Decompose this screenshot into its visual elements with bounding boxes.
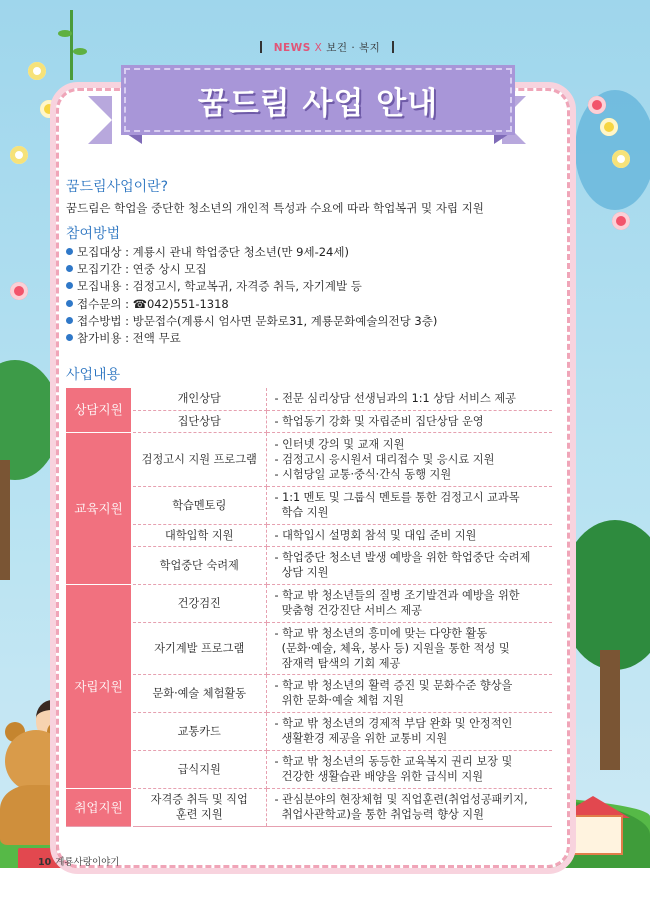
program-description-cell: [266, 546, 552, 584]
category-cell: 상담지원: [66, 388, 132, 432]
list-item-text: 참가비용 : 전액 무료: [77, 330, 181, 345]
bullet-icon: [66, 334, 73, 341]
description-line: - 검정고시 응시원서 대리접수 및 응시료 지원: [274, 452, 495, 466]
flower-icon: [588, 96, 606, 114]
bottom-margin: [0, 868, 650, 920]
description-line: - 전문 심리상담 선생님과의 1:1 상담 서비스 제공: [274, 392, 516, 406]
program-name: 급식지원: [177, 762, 221, 776]
program-name-cell: [132, 524, 266, 546]
page-title: 꿈드림 사업 안내: [197, 85, 439, 122]
table-row: [66, 622, 552, 674]
program-description-cell: [266, 486, 552, 524]
separator: X: [314, 42, 323, 54]
flower-icon: [10, 146, 28, 164]
bullet-icon: [66, 282, 73, 289]
program-name: 학업중단 숙려제: [159, 558, 239, 572]
flower-stem: [70, 10, 73, 80]
table-row: [66, 584, 552, 622]
divider: [260, 41, 262, 53]
tree-illustration: [575, 90, 650, 210]
flower-icon: [28, 62, 46, 80]
intro-text: 꿈드림은 학업을 중단한 청소년의 개인적 특성과 수요에 따라 학업복귀 및 자립 지원: [66, 201, 484, 215]
program-name: 건강검진: [177, 596, 221, 610]
ribbon-fold: [494, 132, 512, 144]
participation-heading: 참여방법: [66, 226, 121, 242]
program-name-cell: [132, 674, 266, 712]
table-row: [66, 388, 552, 410]
description-line: - 관심분야의 현장체험 및 직업훈련(취업성공패키지,: [274, 793, 528, 806]
description-line: 건강한 생활습관 배양을 위한 급식비 지원: [274, 770, 484, 783]
program-name: 자격증 취득 및 직업: [150, 793, 248, 806]
description-line: 학습 지원: [274, 506, 329, 519]
section-header: [232, 40, 422, 56]
program-name: 집단상담: [177, 414, 221, 428]
description-line: - 학교 밖 청소년의 동등한 교육복지 권리 보장 및: [274, 755, 513, 768]
flower-icon: [600, 118, 618, 136]
news-label: NEWS: [273, 42, 311, 54]
category-cell: 자립지원: [66, 584, 132, 788]
program-name-cell: [132, 788, 266, 826]
page-footer: [38, 854, 119, 868]
list-item: [66, 278, 546, 295]
bullet-icon: [66, 248, 73, 255]
list-item: [66, 313, 546, 330]
description-line: 맞춤형 건강진단 서비스 제공: [274, 604, 422, 617]
participation-list: [66, 244, 546, 347]
program-name-cell: [132, 750, 266, 788]
bullet-icon: [66, 265, 73, 272]
table-row: [66, 750, 552, 788]
flower-icon: [612, 150, 630, 168]
description-line: - 1:1 멘토 및 그룹식 멘토를 통한 검정고시 교과목: [274, 491, 520, 504]
tree-trunk: [600, 650, 620, 770]
list-item-text: 접수방법 : 방문접수(계룡시 엄사면 문화로31, 계룡문화예술의전당 3층): [77, 313, 438, 328]
program-name: 자기계발 프로그램: [154, 641, 245, 655]
program-name: 학습멘토링: [172, 498, 227, 512]
list-item-text: 모집내용 : 검정고시, 학교복귀, 자격증 취득, 자기계발 등: [77, 279, 362, 294]
program-description-cell: [266, 524, 552, 546]
description-line: 생활환경 제공을 위한 교통비 지원: [274, 732, 448, 745]
bullet-icon: [66, 317, 73, 324]
description-line: - 학교 밖 청소년들의 질병 조기발견과 예방을 위한: [274, 589, 520, 602]
list-item: [66, 330, 546, 347]
list-item: [66, 296, 546, 313]
description-line: 상담 지원: [274, 566, 329, 579]
list-item-text: 접수문의 : ☎042)551-1318: [77, 296, 229, 311]
table-row: [66, 410, 552, 432]
program-name-cell: [132, 712, 266, 750]
description-line: (문화·예술, 체육, 봉사 등) 지원을 통한 적성 및: [274, 641, 510, 655]
description-line: - 학교 밖 청소년의 흥미에 맞는 다양한 활동: [274, 626, 488, 640]
program-description-cell: [266, 788, 552, 826]
description-line: - 학교 밖 청소년의 활력 증진 및 문화수준 향상을: [274, 679, 513, 692]
programs-table: [66, 388, 552, 827]
program-name-cell: [132, 410, 266, 432]
magazine-name: 계룡사랑이야기: [55, 857, 120, 868]
program-description-cell: [266, 584, 552, 622]
program-name: 검정고시 지원 프로그램: [141, 452, 257, 466]
program-name: 교통카드: [177, 724, 221, 738]
table-row: [66, 524, 552, 546]
table-row: [66, 674, 552, 712]
list-item-text: 모집기간 : 연중 상시 모집: [77, 262, 207, 277]
table-row: [66, 432, 552, 486]
description-line: - 학교 밖 청소년의 경제적 부담 완화 및 안정적인: [274, 717, 513, 730]
description-line: - 학업동기 강화 및 자립준비 집단상담 운영: [274, 414, 484, 428]
ribbon-tail: [88, 96, 112, 144]
program-description-cell: [266, 622, 552, 674]
program-name-cell: [132, 432, 266, 486]
program-description-cell: [266, 388, 552, 410]
program-name: 개인상담: [177, 392, 221, 406]
intro-heading: 꿈드림사업이란?: [66, 179, 169, 195]
list-item: [66, 244, 546, 261]
leaf-icon: [73, 48, 87, 55]
category-cell: 취업지원: [66, 788, 132, 826]
description-line: 잠재력 탐색의 기회 제공: [274, 656, 401, 670]
program-name: 문화·예술 체험활동: [152, 686, 247, 700]
program-description-cell: [266, 712, 552, 750]
list-item: [66, 261, 546, 278]
page-number: 10: [38, 857, 52, 868]
program-description-cell: [266, 750, 552, 788]
table-row: [66, 788, 552, 826]
category-cell: 교육지원: [66, 432, 132, 584]
leaf-icon: [58, 30, 72, 37]
program-name-cell: [132, 388, 266, 410]
category-label: 보건 · 복지: [326, 42, 381, 54]
program-name: 훈련 지원: [175, 808, 223, 821]
list-item-text: 모집대상 : 계룡시 관내 학업중단 청소년(만 9세-24세): [77, 245, 349, 259]
program-description-cell: [266, 410, 552, 432]
description-line: - 대학입시 설명회 참석 및 대입 준비 지원: [274, 528, 477, 542]
table-row: [66, 486, 552, 524]
flower-icon: [10, 282, 28, 300]
description-line: - 인터넷 강의 및 교재 지원: [274, 437, 405, 451]
flower-icon: [612, 212, 630, 230]
program-name-cell: [132, 622, 266, 674]
bullet-icon: [66, 300, 73, 307]
description-line: 취업사관학교)을 통한 취업능력 향상 지원: [274, 808, 484, 821]
description-line: 위한 문화·예술 체험 지원: [274, 694, 404, 707]
program-name-cell: [132, 486, 266, 524]
description-line: - 학업중단 청소년 발생 예방을 위한 학업중단 숙려제: [274, 551, 531, 564]
programs-heading: 사업내용: [66, 367, 121, 383]
program-description-cell: [266, 432, 552, 486]
program-name-cell: [132, 584, 266, 622]
divider: [392, 41, 394, 53]
title-ribbon: [124, 68, 512, 132]
table-row: [66, 546, 552, 584]
tree-trunk: [0, 460, 10, 580]
ribbon-fold: [124, 132, 142, 144]
program-name: 대학입학 지원: [165, 528, 234, 542]
program-name-cell: [132, 546, 266, 584]
program-description-cell: [266, 674, 552, 712]
description-line: - 시험당일 교통·중식·간식 동행 지원: [274, 467, 452, 481]
table-row: [66, 712, 552, 750]
